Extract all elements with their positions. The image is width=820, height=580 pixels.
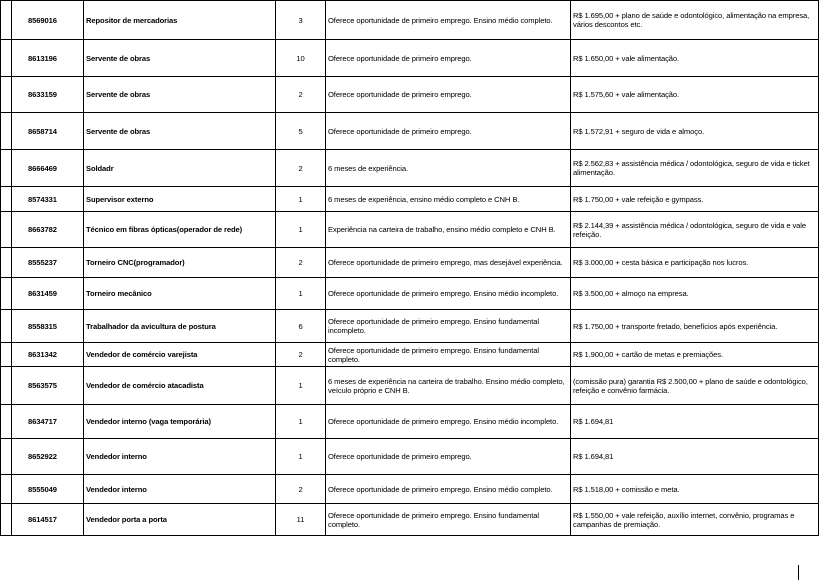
- job-code-cell: 8633159: [12, 77, 84, 113]
- row-margin-cell: [1, 343, 12, 367]
- row-margin-cell: [1, 504, 12, 536]
- table-row: [1, 343, 819, 367]
- vacancies-cell: 2: [276, 150, 326, 187]
- salary-benefits-cell: R$ 1.575,60 + vale alimentação.: [571, 77, 819, 113]
- table-row: [1, 278, 819, 310]
- row-margin-cell: [1, 475, 12, 504]
- requirements-cell: Oferece oportunidade de primeiro emprego. Ensino médio completo.: [326, 1, 571, 40]
- vacancies-cell: 5: [276, 113, 326, 150]
- row-margin-cell: [1, 150, 12, 187]
- job-title-cell: Supervisor externo: [84, 187, 276, 212]
- vacancies-cell: 11: [276, 504, 326, 536]
- job-title-cell: Vendedor interno: [84, 439, 276, 475]
- job-code-cell: 8555049: [12, 475, 84, 504]
- job-code-cell: 8658714: [12, 113, 84, 150]
- job-title-cell: Trabalhador da avicultura de postura: [84, 310, 276, 343]
- job-code-cell: 8666469: [12, 150, 84, 187]
- job-title-cell: Vendedor interno: [84, 475, 276, 504]
- vacancies-cell: 1: [276, 187, 326, 212]
- vacancies-cell: 10: [276, 40, 326, 77]
- requirements-cell: 6 meses de experiência.: [326, 150, 571, 187]
- salary-benefits-cell: R$ 1.750,00 + vale refeição e gympass.: [571, 187, 819, 212]
- job-code-cell: 8555237: [12, 248, 84, 278]
- job-title-cell: Técnico em fibras ópticas(operador de rede): [84, 212, 276, 248]
- table-row: [1, 113, 819, 150]
- job-code-cell: 8614517: [12, 504, 84, 536]
- row-margin-cell: [1, 367, 12, 405]
- salary-benefits-cell: (comissão pura) garantia R$ 2.500,00 + plano de saúde e odontológico, refeição e convênio farmácia.: [571, 367, 819, 405]
- requirements-cell: 6 meses de experiência, ensino médio completo e CNH B.: [326, 187, 571, 212]
- table-row: [1, 77, 819, 113]
- job-title-cell: Vendedor interno (vaga temporária): [84, 405, 276, 439]
- row-margin-cell: [1, 77, 12, 113]
- job-code-cell: 8631459: [12, 278, 84, 310]
- row-margin-cell: [1, 310, 12, 343]
- job-title-cell: Servente de obras: [84, 113, 276, 150]
- requirements-cell: 6 meses de experiência na carteira de trabalho. Ensino médio completo, veículo próprio e CNH B.: [326, 367, 571, 405]
- salary-benefits-cell: R$ 1.750,00 + transporte fretado, benefícios após experiência.: [571, 310, 819, 343]
- table-row: [1, 367, 819, 405]
- salary-benefits-cell: R$ 1.694,81: [571, 405, 819, 439]
- salary-benefits-cell: R$ 2.562,83 + assistência médica / odontológica, seguro de vida e ticket alimentação.: [571, 150, 819, 187]
- job-title-cell: Servente de obras: [84, 77, 276, 113]
- vacancies-cell: 2: [276, 475, 326, 504]
- requirements-cell: Oferece oportunidade de primeiro emprego. Ensino fundamental incompleto.: [326, 310, 571, 343]
- salary-benefits-cell: R$ 3.000,00 + cesta básica e participação nos lucros.: [571, 248, 819, 278]
- vacancies-cell: 2: [276, 77, 326, 113]
- requirements-cell: Oferece oportunidade de primeiro emprego. Ensino fundamental completo.: [326, 343, 571, 367]
- job-title-cell: Vendedor de comércio atacadista: [84, 367, 276, 405]
- requirements-cell: Oferece oportunidade de primeiro emprego.: [326, 77, 571, 113]
- job-title-cell: Vendedor de comércio varejista: [84, 343, 276, 367]
- vacancies-cell: 1: [276, 405, 326, 439]
- vacancies-cell: 1: [276, 278, 326, 310]
- job-code-cell: 8652922: [12, 439, 84, 475]
- vacancies-cell: 2: [276, 248, 326, 278]
- salary-benefits-cell: R$ 1.572,91 + seguro de vida e almoço.: [571, 113, 819, 150]
- table-row: [1, 310, 819, 343]
- vacancies-cell: 1: [276, 212, 326, 248]
- salary-benefits-cell: R$ 1.694,81: [571, 439, 819, 475]
- job-title-cell: Torneiro mecânico: [84, 278, 276, 310]
- table-row: [1, 212, 819, 248]
- table-row: [1, 504, 819, 536]
- table-row: [1, 405, 819, 439]
- vacancies-cell: 6: [276, 310, 326, 343]
- job-code-cell: 8563575: [12, 367, 84, 405]
- row-margin-cell: [1, 248, 12, 278]
- salary-benefits-cell: R$ 1.518,00 + comissão e meta.: [571, 475, 819, 504]
- requirements-cell: Experiência na carteira de trabalho, ensino médio completo e CNH B.: [326, 212, 571, 248]
- vacancies-cell: 1: [276, 367, 326, 405]
- job-code-cell: 8569016: [12, 1, 84, 40]
- requirements-cell: Oferece oportunidade de primeiro emprego.: [326, 439, 571, 475]
- job-code-cell: 8634717: [12, 405, 84, 439]
- job-listings-body: [1, 1, 819, 536]
- row-margin-cell: [1, 405, 12, 439]
- job-title-cell: Torneiro CNC(programador): [84, 248, 276, 278]
- requirements-cell: Oferece oportunidade de primeiro emprego. Ensino médio incompleto.: [326, 405, 571, 439]
- vacancies-cell: 3: [276, 1, 326, 40]
- salary-benefits-cell: R$ 1.695,00 + plano de saúde e odontológico, alimentação na empresa, vários descontos etc.: [571, 1, 819, 40]
- job-code-cell: 8663782: [12, 212, 84, 248]
- job-title-cell: Repositor de mercadorias: [84, 1, 276, 40]
- requirements-cell: Oferece oportunidade de primeiro emprego. Ensino médio completo.: [326, 475, 571, 504]
- table-row: [1, 187, 819, 212]
- requirements-cell: Oferece oportunidade de primeiro emprego.: [326, 113, 571, 150]
- table-row: [1, 248, 819, 278]
- job-code-cell: 8558315: [12, 310, 84, 343]
- row-margin-cell: [1, 212, 12, 248]
- job-code-cell: 8631342: [12, 343, 84, 367]
- salary-benefits-cell: R$ 2.144,39 + assistência médica / odontológica, seguro de vida e vale refeição.: [571, 212, 819, 248]
- requirements-cell: Oferece oportunidade de primeiro emprego. Ensino médio incompleto.: [326, 278, 571, 310]
- table-row: [1, 1, 819, 40]
- salary-benefits-cell: R$ 1.550,00 + vale refeição, auxílio internet, convênio, programas e campanhas de premiação.: [571, 504, 819, 536]
- salary-benefits-cell: R$ 1.650,00 + vale alimentação.: [571, 40, 819, 77]
- vacancies-cell: 2: [276, 343, 326, 367]
- row-margin-cell: [1, 278, 12, 310]
- requirements-cell: Oferece oportunidade de primeiro emprego. Ensino fundamental completo.: [326, 504, 571, 536]
- salary-benefits-cell: R$ 3.500,00 + almoço na empresa.: [571, 278, 819, 310]
- table-row: [1, 439, 819, 475]
- salary-benefits-cell: R$ 1.900,00 + cartão de metas e premiações.: [571, 343, 819, 367]
- row-margin-cell: [1, 113, 12, 150]
- job-code-cell: 8613196: [12, 40, 84, 77]
- row-margin-cell: [1, 187, 12, 212]
- requirements-cell: Oferece oportunidade de primeiro emprego.: [326, 40, 571, 77]
- sheet-edge-mark: [798, 565, 799, 580]
- row-margin-cell: [1, 439, 12, 475]
- table-row: [1, 40, 819, 77]
- job-title-cell: Vendedor porta a porta: [84, 504, 276, 536]
- job-title-cell: Servente de obras: [84, 40, 276, 77]
- job-code-cell: 8574331: [12, 187, 84, 212]
- vacancies-cell: 1: [276, 439, 326, 475]
- row-margin-cell: [1, 1, 12, 40]
- requirements-cell: Oferece oportunidade de primeiro emprego, mas desejável experiência.: [326, 248, 571, 278]
- table-row: [1, 150, 819, 187]
- job-title-cell: Soldadr: [84, 150, 276, 187]
- row-margin-cell: [1, 40, 12, 77]
- table-row: [1, 475, 819, 504]
